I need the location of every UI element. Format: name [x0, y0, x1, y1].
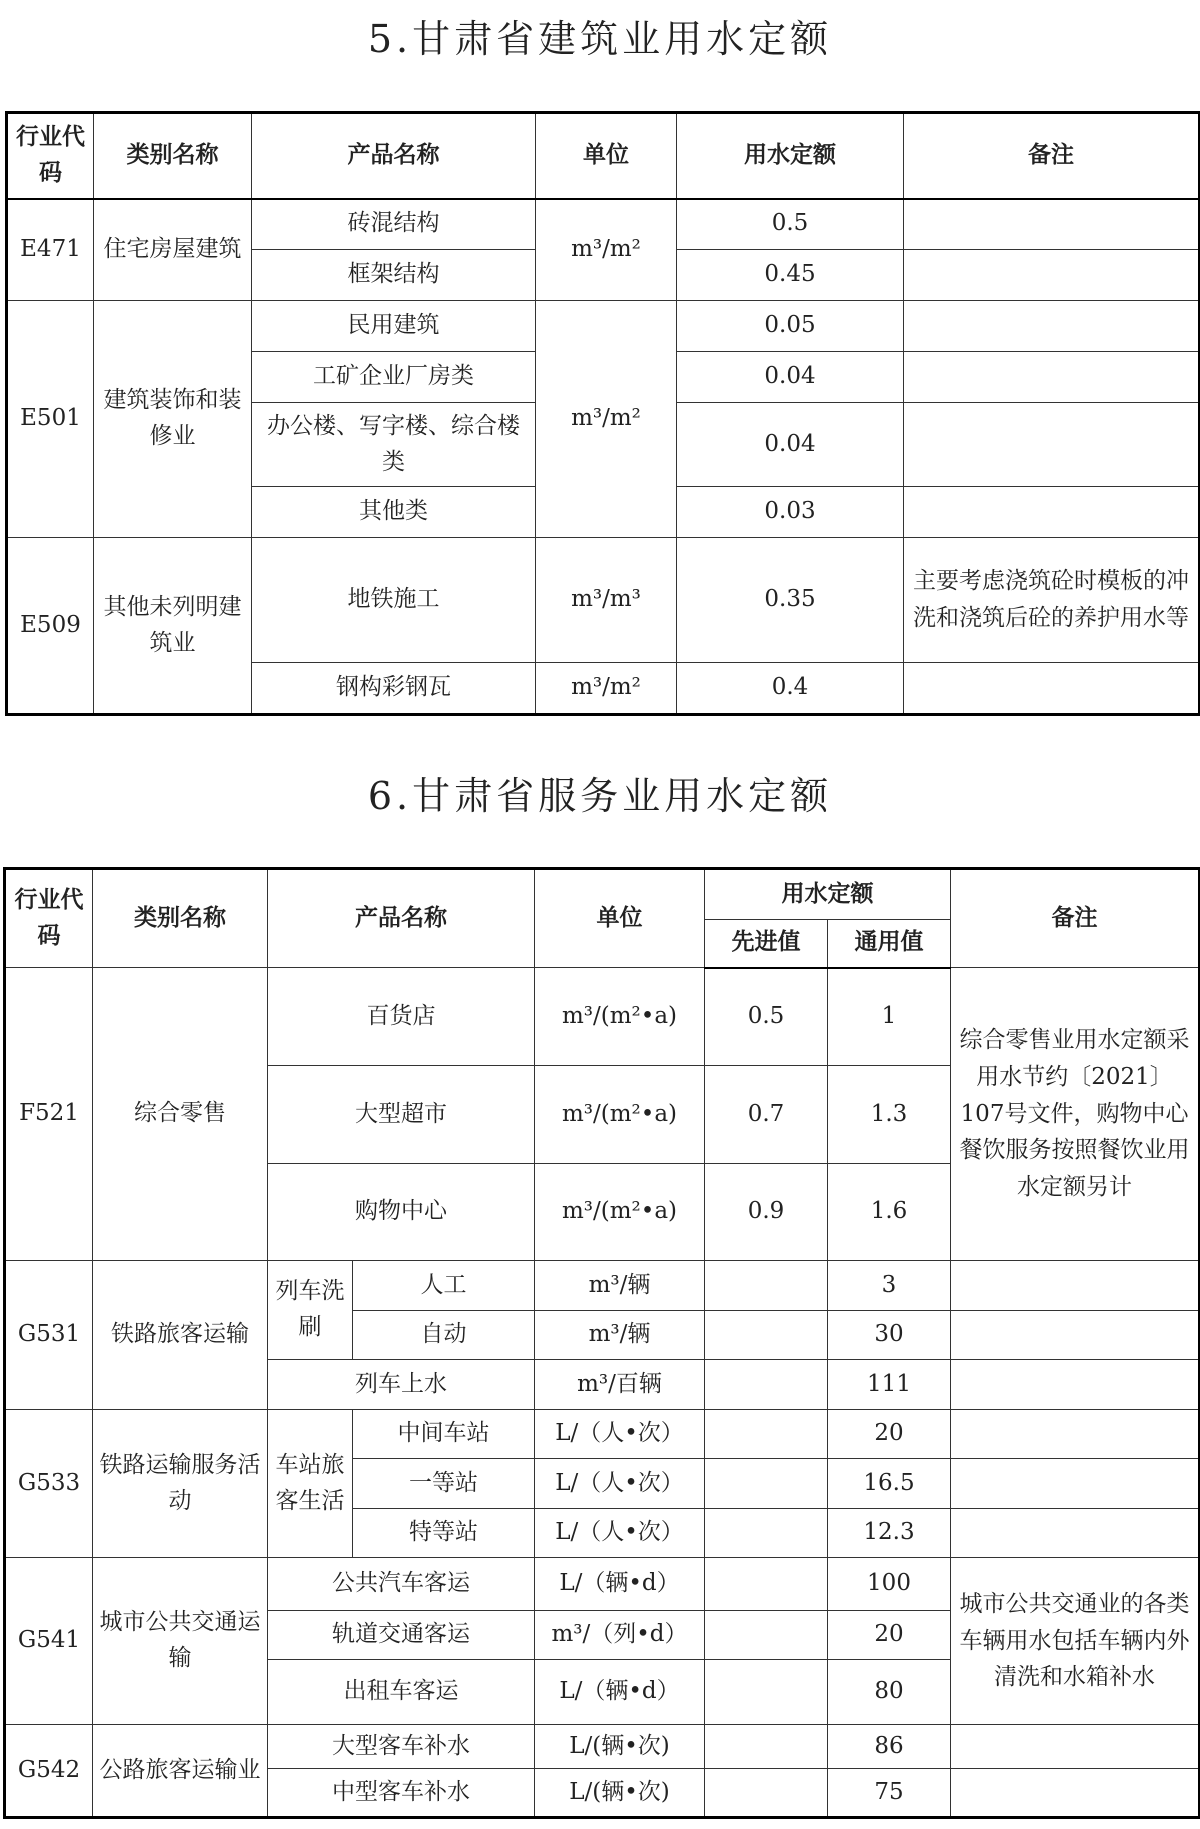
header-product: 产品名称	[252, 113, 536, 199]
note-cell: 主要考虑浇筑砼时模板的冲洗和浇筑后砼的养护用水等	[904, 538, 1200, 663]
header-general: 通用值	[828, 920, 951, 968]
product-cell: 百货店	[268, 968, 535, 1066]
header-quota: 用水定额	[677, 113, 904, 199]
product-cell: 自动	[353, 1311, 535, 1360]
product-cell: 其他类	[252, 487, 536, 538]
note-cell	[951, 1410, 1200, 1459]
product-cell: 地铁施工	[252, 538, 536, 663]
unit-cell: L/(辆•次)	[535, 1769, 705, 1818]
code-cell: E501	[7, 301, 94, 538]
service-quota-table	[3, 867, 1200, 1819]
subcategory-cell: 列车洗刷	[268, 1261, 353, 1360]
quota-cell: 0.04	[677, 352, 904, 403]
product-cell: 购物中心	[268, 1164, 535, 1261]
advanced-cell	[705, 1311, 828, 1360]
note-cell: 城市公共交通业的各类车辆用水包括车辆内外清洗和水箱补水	[951, 1558, 1200, 1725]
general-cell: 86	[828, 1725, 951, 1769]
product-cell: 轨道交通客运	[268, 1611, 535, 1660]
quota-cell: 0.04	[677, 403, 904, 487]
product-cell: 中型客车补水	[268, 1769, 535, 1818]
note-cell	[904, 403, 1200, 487]
note-cell	[904, 663, 1200, 715]
unit-cell: m³/辆	[535, 1311, 705, 1360]
advanced-cell	[705, 1459, 828, 1509]
advanced-cell	[705, 1660, 828, 1725]
table-row	[5, 1725, 1200, 1769]
advanced-cell	[705, 1261, 828, 1311]
category-cell: 建筑装饰和装修业	[94, 301, 252, 538]
general-cell: 75	[828, 1769, 951, 1818]
table-row	[5, 1261, 1200, 1311]
advanced-cell	[705, 1558, 828, 1611]
note-cell	[951, 1509, 1200, 1558]
note-cell	[904, 301, 1200, 352]
subcategory-cell: 车站旅客生活	[268, 1410, 353, 1558]
unit-cell: L/（人•次）	[535, 1410, 705, 1459]
note-cell	[904, 352, 1200, 403]
header-note: 备注	[904, 113, 1200, 199]
general-cell: 20	[828, 1611, 951, 1660]
note-cell	[951, 1311, 1200, 1360]
general-cell: 12.3	[828, 1509, 951, 1558]
advanced-cell: 0.9	[705, 1164, 828, 1261]
table-row	[7, 199, 1200, 250]
table-row	[7, 538, 1200, 663]
code-cell: F521	[5, 968, 93, 1261]
general-cell: 1.3	[828, 1066, 951, 1164]
product-cell: 列车上水	[268, 1360, 535, 1410]
product-cell: 中间车站	[353, 1410, 535, 1459]
product-cell: 出租车客运	[268, 1660, 535, 1725]
header-advanced: 先进值	[705, 920, 828, 968]
general-cell: 80	[828, 1660, 951, 1725]
unit-cell: m³/(m²•a)	[535, 1066, 705, 1164]
unit-cell: L/(辆•次)	[535, 1725, 705, 1769]
header-code: 行业代码	[7, 113, 94, 199]
product-cell: 大型客车补水	[268, 1725, 535, 1769]
note-cell	[904, 199, 1200, 250]
product-cell: 框架结构	[252, 250, 536, 301]
quota-cell: 0.03	[677, 487, 904, 538]
quota-cell: 0.35	[677, 538, 904, 663]
category-cell: 城市公共交通运输	[93, 1558, 268, 1725]
table-row	[7, 301, 1200, 352]
advanced-cell: 0.7	[705, 1066, 828, 1164]
quota-cell: 0.5	[677, 199, 904, 250]
quota-cell: 0.05	[677, 301, 904, 352]
product-cell: 人工	[353, 1261, 535, 1311]
category-cell: 其他未列明建筑业	[94, 538, 252, 715]
note-cell	[951, 1261, 1200, 1311]
unit-cell: m³/百辆	[535, 1360, 705, 1410]
unit-cell: m³/m²	[536, 301, 677, 538]
table-row	[5, 968, 1200, 1066]
table-row	[5, 1558, 1200, 1611]
code-cell: E471	[7, 199, 94, 301]
unit-cell: m³/m³	[536, 538, 677, 663]
advanced-cell	[705, 1360, 828, 1410]
header-product: 产品名称	[268, 869, 535, 968]
product-cell: 特等站	[353, 1509, 535, 1558]
header-note: 备注	[951, 869, 1200, 968]
category-cell: 住宅房屋建筑	[94, 199, 252, 301]
category-cell: 铁路旅客运输	[93, 1261, 268, 1410]
advanced-cell	[705, 1509, 828, 1558]
note-cell	[951, 1769, 1200, 1818]
header-category: 类别名称	[93, 869, 268, 968]
general-cell: 1.6	[828, 1164, 951, 1261]
advanced-cell: 0.5	[705, 968, 828, 1066]
unit-cell: m³/（列•d）	[535, 1611, 705, 1660]
header-unit: 单位	[536, 113, 677, 199]
unit-cell: m³/(m²•a)	[535, 968, 705, 1066]
unit-cell: L/（人•次）	[535, 1459, 705, 1509]
construction-quota-table	[5, 111, 1200, 716]
general-cell: 20	[828, 1410, 951, 1459]
quota-cell: 0.4	[677, 663, 904, 715]
product-cell: 一等站	[353, 1459, 535, 1509]
advanced-cell	[705, 1769, 828, 1818]
unit-cell: m³/m²	[536, 199, 677, 301]
note-cell	[904, 250, 1200, 301]
product-cell: 砖混结构	[252, 199, 536, 250]
unit-cell: m³/m²	[536, 663, 677, 715]
header-category: 类别名称	[94, 113, 252, 199]
note-cell: 综合零售业用水定额采用水节约〔2021〕107号文件，购物中心餐饮服务按照餐饮业用水定额另计	[951, 968, 1200, 1261]
advanced-cell	[705, 1611, 828, 1660]
code-cell: G541	[5, 1558, 93, 1725]
table2-title: 6.甘肃省服务业用水定额	[367, 774, 833, 818]
table1-title: 5.甘肃省建筑业用水定额	[367, 17, 833, 61]
general-cell: 30	[828, 1311, 951, 1360]
unit-cell: L/（辆•d）	[535, 1660, 705, 1725]
product-cell: 民用建筑	[252, 301, 536, 352]
header-code: 行业代码	[5, 869, 93, 968]
note-cell	[951, 1360, 1200, 1410]
general-cell: 100	[828, 1558, 951, 1611]
category-cell: 公路旅客运输业	[93, 1725, 268, 1818]
product-cell: 钢构彩钢瓦	[252, 663, 536, 715]
note-cell	[904, 487, 1200, 538]
general-cell: 3	[828, 1261, 951, 1311]
note-cell	[951, 1725, 1200, 1769]
unit-cell: m³/(m²•a)	[535, 1164, 705, 1261]
category-cell: 铁路运输服务活动	[93, 1410, 268, 1558]
unit-cell: m³/辆	[535, 1261, 705, 1311]
general-cell: 111	[828, 1360, 951, 1410]
header-unit: 单位	[535, 869, 705, 968]
product-cell: 公共汽车客运	[268, 1558, 535, 1611]
unit-cell: L/（人•次）	[535, 1509, 705, 1558]
note-cell	[951, 1459, 1200, 1509]
advanced-cell	[705, 1410, 828, 1459]
general-cell: 1	[828, 968, 951, 1066]
unit-cell: L/（辆•d）	[535, 1558, 705, 1611]
code-cell: G531	[5, 1261, 93, 1410]
code-cell: G542	[5, 1725, 93, 1818]
header-quota: 用水定额	[705, 869, 951, 920]
product-cell: 办公楼、写字楼、综合楼类	[252, 403, 536, 487]
general-cell: 16.5	[828, 1459, 951, 1509]
product-cell: 工矿企业厂房类	[252, 352, 536, 403]
code-cell: G533	[5, 1410, 93, 1558]
table-row	[5, 1410, 1200, 1459]
code-cell: E509	[7, 538, 94, 715]
quota-cell: 0.45	[677, 250, 904, 301]
product-cell: 大型超市	[268, 1066, 535, 1164]
category-cell: 综合零售	[93, 968, 268, 1261]
advanced-cell	[705, 1725, 828, 1769]
